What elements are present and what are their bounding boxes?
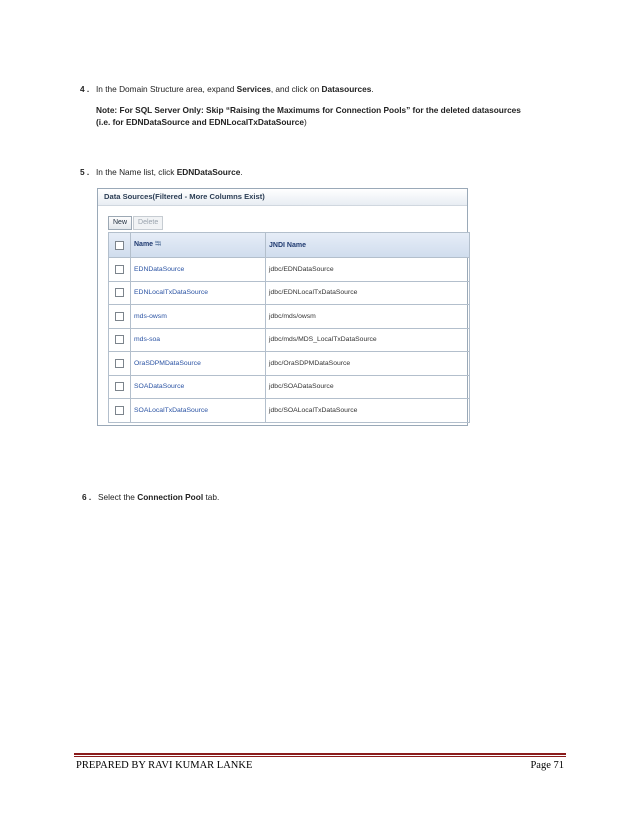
select-all-cell [109,233,131,258]
row-checkbox[interactable] [115,406,124,415]
note-line-1: Note: For SQL Server Only: Skip “Raising the Maximums for Connection Pools” for the deleted datasources [96,105,521,115]
table-row [109,399,470,423]
footer-rule [74,753,566,755]
row-checkbox[interactable] [115,265,124,274]
step-bold: Datasources [321,84,372,94]
step-text: In the Name list, click [96,167,177,177]
table-row [109,328,470,352]
table-row [109,258,470,282]
jndi-name: jdbc/SOALocalTxDataSource [266,399,470,423]
row-checkbox[interactable] [115,359,124,368]
data-sources-table [108,232,470,423]
table-row [109,352,470,376]
jndi-name: jdbc/mds/owsm [266,305,470,329]
step-number: 6 . [82,492,92,502]
step-text: In the Domain Structure area, expand [96,84,237,94]
sort-icon[interactable]: ⭾ [155,239,162,248]
footer-rule-thin [74,756,566,757]
step-text: Select the [98,492,138,502]
table-row [109,375,470,399]
step-bold: Services [236,84,271,94]
name-column-header[interactable] [131,233,266,258]
column-label: Name [134,241,154,248]
datasource-name-link[interactable]: mds-soa [131,328,266,352]
row-select-cell [109,281,131,305]
delete-button[interactable]: Delete [133,216,163,230]
step-5 [80,167,243,177]
row-select-cell [109,328,131,352]
row-checkbox[interactable] [115,382,124,391]
step-bold: Connection Pool [137,492,204,502]
row-select-cell [109,375,131,399]
datasource-name-link[interactable]: mds-owsm [131,305,266,329]
jndi-name: jdbc/mds/MDS_LocalTxDataSource [266,328,470,352]
sql-server-note [96,104,521,128]
select-all-checkbox[interactable] [115,241,124,250]
jndi-name: jdbc/SOADataSource [266,375,470,399]
table-row [109,281,470,305]
row-checkbox[interactable] [115,288,124,297]
jndi-name: jdbc/EDNLocalTxDataSource [266,281,470,305]
step-text: . [371,84,374,94]
note-line-2: (i.e. for EDNDataSource and EDNLocalTxDataSource [96,117,304,127]
step-text: tab. [203,492,220,502]
step-number: 4 . [80,84,90,94]
row-select-cell [109,305,131,329]
data-sources-panel [97,188,468,426]
row-select-cell [109,399,131,423]
step-6 [82,492,219,502]
jndi-name: jdbc/EDNDataSource [266,258,470,282]
row-select-cell [109,352,131,376]
datasource-name-link[interactable]: EDNLocalTxDataSource [131,281,266,305]
panel-toolbar [108,211,164,225]
jndi-name: jdbc/OraSDPMDataSource [266,352,470,376]
column-label: JNDI Name [269,241,306,249]
footer-author: PREPARED BY RAVI KUMAR LANKE [76,760,253,771]
page-number: Page 71 [530,760,564,771]
row-checkbox[interactable] [115,335,124,344]
step-text: . [240,167,243,177]
datasource-name-link[interactable]: SOADataSource [131,375,266,399]
new-button[interactable]: New [108,216,132,230]
datasource-name-link[interactable]: EDNDataSource [131,258,266,282]
panel-title: Data Sources(Filtered - More Columns Exist) [98,189,467,206]
step-4 [80,84,374,94]
step-text: , and click on [270,84,322,94]
step-number: 5 . [80,167,90,177]
datasource-name-link[interactable]: SOALocalTxDataSource [131,399,266,423]
table-header-row [109,233,470,258]
row-select-cell [109,258,131,282]
table-row [109,305,470,329]
row-checkbox[interactable] [115,312,124,321]
jndi-column-header [266,233,470,258]
datasource-name-link[interactable]: OraSDPMDataSource [131,352,266,376]
step-bold: EDNDataSource [176,167,241,177]
note-line-2-end: ) [303,117,307,127]
